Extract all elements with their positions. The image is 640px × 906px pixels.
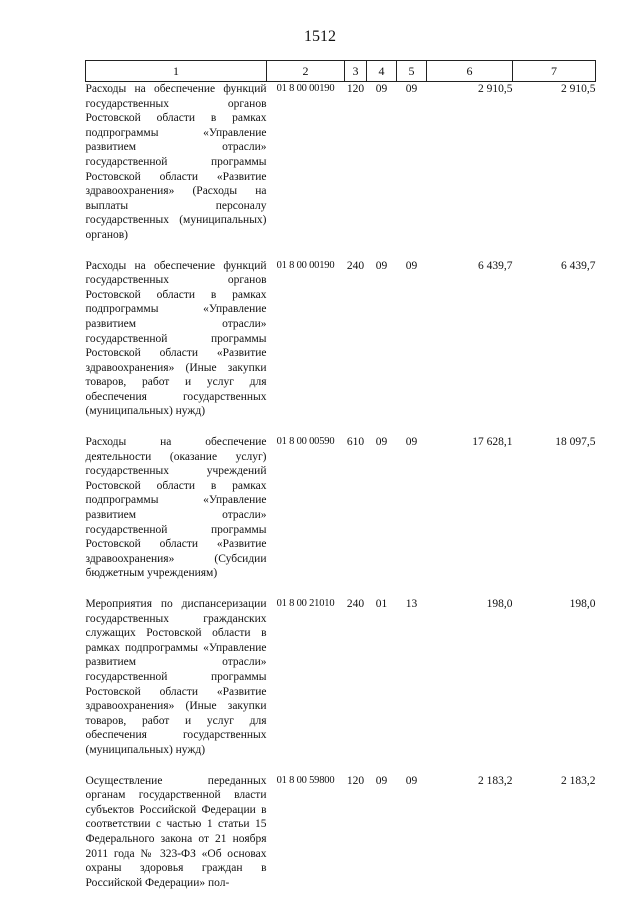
page-number: 1512 <box>304 28 336 45</box>
row-description: Осуществление переданных органам государственной власти субъектов Российской Федерации в соответствии с частью 1 статьи 15 Федерального закона от 21 ноября 2011 года № 323-ФЗ «Об основах охраны здоровья граждан в Российской Федерации» пол- <box>85 774 267 889</box>
table-row <box>86 435 596 597</box>
row-expense-type: 120 <box>346 83 365 95</box>
row-amount-1: 17 628,1 <box>472 436 513 449</box>
row-section: 09 <box>375 774 388 787</box>
row-code: 01 8 00 59800 <box>276 774 335 786</box>
column-header: 5 <box>397 61 427 82</box>
table-row <box>86 259 596 436</box>
column-header: 6 <box>427 61 513 82</box>
row-description: Расходы на обеспечение деятельности (оказание услуг) государственных учреждений Ростовской области в рамках подпрограммы «Управление развитием отрасли» государственной программы Ростовской области «Развитие здравоохранения» (Субсидии бюджетным учреждениям) <box>85 436 267 580</box>
row-expense-type: 610 <box>346 436 365 449</box>
row-expense-type: 240 <box>346 259 365 272</box>
row-section: 01 <box>375 598 388 610</box>
column-header: 2 <box>267 61 345 82</box>
row-expense-type: 240 <box>346 598 365 610</box>
row-amount-2: 2 910,5 <box>561 83 596 95</box>
row-subsection: 09 <box>405 774 418 787</box>
budget-table <box>85 60 596 906</box>
row-subsection: 09 <box>405 436 418 449</box>
row-amount-1: 198,0 <box>486 598 513 610</box>
row-section: 09 <box>375 436 388 449</box>
column-header: 7 <box>513 61 596 82</box>
row-amount-1: 2 910,5 <box>478 83 513 95</box>
row-section: 09 <box>375 83 388 95</box>
row-description: Расходы на обеспечение функций государственных органов Ростовской области в рамках подпрограммы «Управление развитием отрасли» государственной программы Ростовской области «Развитие здравоохранения» (Расходы на выплаты персоналу государственных (муниципальных) органов) <box>85 83 267 241</box>
row-description: Расходы на обеспечение функций государственных органов Ростовской области в рамках подпрограммы «Управление развитием отрасли» государственной программы Ростовской области «Развитие здравоохранения» (Иные закупки товаров, работ и услуг для обеспечения государственных (муниципальных) нужд) <box>85 259 267 418</box>
table-header-row <box>86 61 596 82</box>
row-subsection: 09 <box>405 259 418 272</box>
row-amount-1: 6 439,7 <box>478 259 513 272</box>
table-row <box>86 597 596 774</box>
row-amount-2: 2 183,2 <box>561 774 596 787</box>
column-header: 1 <box>86 61 267 82</box>
row-amount-1: 2 183,2 <box>478 774 513 787</box>
row-expense-type: 120 <box>346 774 365 787</box>
row-code: 01 8 00 00590 <box>276 436 335 448</box>
row-subsection: 09 <box>405 83 418 95</box>
row-amount-2: 198,0 <box>569 598 596 610</box>
column-header: 3 <box>345 61 367 82</box>
table-row <box>86 82 596 259</box>
column-header: 4 <box>367 61 397 82</box>
row-code: 01 8 00 00190 <box>276 83 335 94</box>
row-amount-2: 6 439,7 <box>561 259 596 272</box>
table-row <box>86 774 596 906</box>
row-description: Мероприятия по диспансеризации государственных гражданских служащих Ростовской области в рамках подпрограммы «Управление развитием отрасли» государственной программы Ростовской области «Развитие здравоохранения» (Иные закупки товаров, работ и услуг для обеспечения государственных (муниципальных) нужд) <box>85 598 267 756</box>
row-section: 09 <box>375 259 388 272</box>
row-subsection: 13 <box>405 598 418 610</box>
row-code: 01 8 00 21010 <box>276 598 335 609</box>
row-code: 01 8 00 00190 <box>276 259 335 271</box>
row-amount-2: 18 097,5 <box>555 436 596 449</box>
